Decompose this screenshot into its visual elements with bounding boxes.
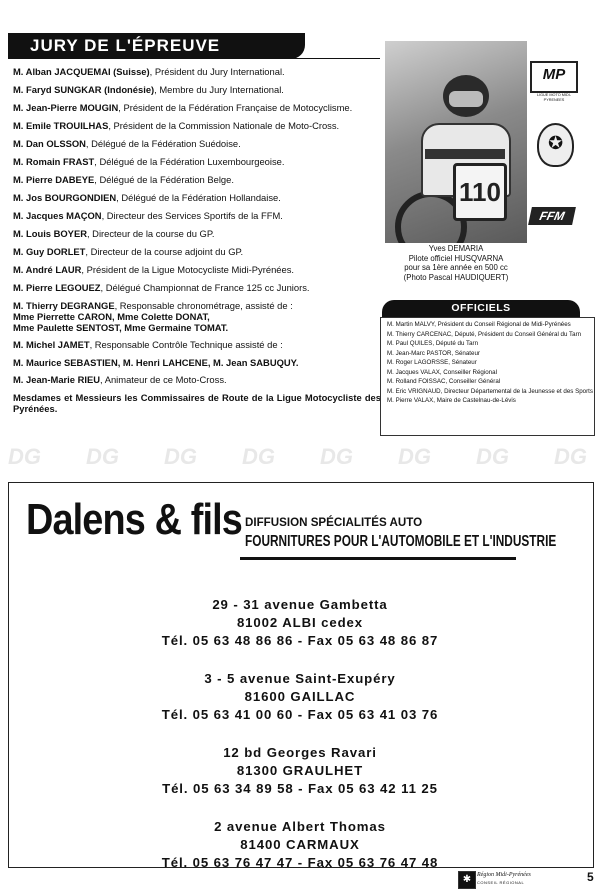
watermark-text: DG — [8, 444, 41, 469]
official-item: M. Jean-Marc PASTOR, Sénateur — [387, 349, 480, 357]
official-item: M. Rolland FOISSAC, Conseiller Général — [387, 378, 501, 385]
address-phone: Tél. 05 63 34 89 58 - Fax 05 63 42 11 25 — [162, 781, 438, 796]
jury-member: M. Louis BOYER, Directeur de la course du GP. — [13, 228, 215, 239]
ad-tagline-1: DIFFUSION SPÉCIALITÉS AUTO — [245, 516, 423, 529]
jury-title-banner — [8, 33, 305, 59]
ligue-midi-pyrenees-logo: MP — [530, 61, 578, 93]
store-address — [20, 744, 580, 798]
address-city: 81002 ALBI cedex — [236, 615, 364, 630]
watermark-strip — [0, 424, 608, 474]
ad-tagline-2: FOURNITURES POUR L'AUTOMOBILE ET L'INDUSTRIE — [245, 533, 557, 550]
jury-member: M. Dan OLSSON, Délégué de la Fédération Suédoise. — [13, 138, 241, 149]
official-item: M. Jacques VALAX, Conseiller Régional — [387, 368, 497, 376]
number-plate: 110 — [453, 163, 507, 221]
address-phone: Tél. 05 63 48 86 86 - Fax 05 63 48 86 87 — [161, 633, 439, 648]
address-city: 81300 GRAULHET — [236, 763, 364, 778]
official-item: M. Martin MALVY, Président du Conseil Régional de Midi-Pyrénées — [387, 321, 571, 328]
jury-member: M. Jos BOURGONDIEN, Délégué de la Fédération Hollandaise. — [13, 192, 281, 203]
jury-member-degrange: M. Thierry DEGRANGE, Responsable chronométrage, assisté de : Mme Pierrette CARON, Mme Colette DONAT, Mme Paulette SENTOST, Mme Germaine TOMAT. — [13, 300, 381, 333]
jury-member: M. Pierre LEGOUEZ, Délégué Championnat de France 125 cc Juniors. — [13, 282, 310, 293]
degrange-assistants-2: Mme Paulette SENTOST, Mme Germaine TOMAT. — [13, 322, 229, 333]
ffm-logo: FFM — [528, 207, 576, 225]
jury-member-rieu: M. Jean-Marie RIEU, Animateur de ce Moto-Cross. — [13, 374, 227, 385]
region-name: Région Midi-Pyrénées — [477, 872, 531, 878]
address-street: 2 avenue Albert Thomas — [214, 819, 386, 834]
official-item: M. Pierre VALAX, Maire de Castelnau-de-Lévis — [387, 397, 516, 404]
store-address — [20, 818, 580, 872]
jury-member: M. Jean-Pierre MOUGIN, Président de la Fédération Française de Motocyclisme. — [13, 102, 353, 113]
jury-member: M. Guy DORLET, Directeur de la course adjoint du GP. — [13, 246, 244, 257]
official-item: M. Eric VRIGNAUD, Directeur Départemental de la Jeunesse et des Sports — [387, 387, 593, 395]
address-street: 29 - 31 avenue Gambetta — [212, 597, 388, 612]
official-item: M. Paul QUILES, Député du Tarn — [387, 340, 479, 347]
address-street: 12 bd Georges Ravari — [223, 745, 377, 760]
store-address — [20, 596, 580, 650]
jury-closing: Mesdames et Messieurs les Commissaires de Route de la Ligue Motocycliste des Pyrénées. — [13, 392, 381, 414]
jury-member: M. Faryd SUNGKAR (Indonésie), Membre du Jury International. — [13, 84, 284, 95]
jury-member-jamet: M. Michel JAMET, Responsable Contrôle Technique assisté de : M. Maurice SEBASTIEN, M. Henri LAHCENE, M. Jean SABUQUY. — [13, 339, 381, 368]
advertiser-brand: Dalens & fils — [26, 495, 242, 544]
officiels-title: OFFICIELS — [451, 302, 511, 314]
store-address-list — [20, 596, 580, 892]
store-address — [20, 670, 580, 724]
officiels-list — [387, 322, 597, 408]
jury-divider — [8, 58, 380, 59]
address-phone: Tél. 05 63 76 47 47 - Fax 05 63 76 47 48 — [161, 855, 439, 870]
address-city: 81600 GAILLAC — [244, 689, 356, 704]
jury-member: M. Alban JACQUEMAI (Suisse), Président du Jury International. — [13, 66, 285, 77]
address-street: 3 - 5 avenue Saint-Exupéry — [204, 671, 396, 686]
jury-title: JURY DE L'ÉPREUVE — [30, 36, 221, 55]
helmet-goggles — [449, 91, 483, 107]
watermark-text: DG — [320, 444, 353, 469]
address-city: 81400 CARMAUX — [240, 837, 360, 852]
watermark-text: DG — [242, 444, 275, 469]
jury-member: M. Pierre DABEYE, Délégué de la Fédération Belge. — [13, 174, 234, 185]
jamet-assistants: M. Maurice SEBASTIEN, M. Henri LAHCENE, M. Jean SABUQUY. — [13, 357, 299, 368]
photo-caption: Yves DEMARIA Pilote officiel HUSQVARNA pour sa 1ère année en 500 cc (Photo Pascal HAUDIQUERT) — [403, 244, 509, 282]
page-number: 5 — [587, 870, 594, 884]
jersey-stripe — [425, 149, 505, 159]
jury-member-list — [13, 66, 381, 420]
region-logo-icon: ✱ — [458, 871, 476, 889]
jury-member: M. Emile TROUILHAS, Président de la Commission Nationale de Moto-Cross. — [13, 120, 340, 131]
jury-member: M. Jacques MAÇON, Directeur des Services Sportifs de la FFM. — [13, 210, 283, 221]
jury-member: M. Romain FRAST, Délégué de la Fédération Luxembourgeoise. — [13, 156, 285, 167]
watermark-text: DG — [476, 444, 509, 469]
watermark-text: DG — [554, 444, 587, 469]
club-badge-icon: ✪ — [537, 123, 574, 167]
rider-photo — [385, 41, 527, 243]
degrange-assistants-1: Mme Pierrette CARON, Mme Colette DONAT, — [13, 311, 210, 322]
address-phone: Tél. 05 63 41 00 60 - Fax 05 63 41 03 76 — [161, 707, 439, 722]
official-item: M. Thierry CARCENAC, Député, Président du Conseil Général du Tarn — [387, 330, 582, 338]
watermark-text: DG — [164, 444, 197, 469]
watermark-text: DG — [86, 444, 119, 469]
officiels-title-banner — [382, 300, 580, 317]
official-item: M. Roger LAGORSSE, Sénateur — [387, 359, 477, 366]
ligue-logo-subtitle: LIGUE MOTO MIDI-PYRENEES — [536, 93, 572, 102]
council-name: CONSEIL RÉGIONAL — [477, 880, 525, 885]
watermark-text: DG — [398, 444, 431, 469]
ad-tagline-rule — [240, 557, 516, 560]
jury-member: M. André LAUR, Président de la Ligue Motocycliste Midi-Pyrénées. — [13, 264, 295, 275]
